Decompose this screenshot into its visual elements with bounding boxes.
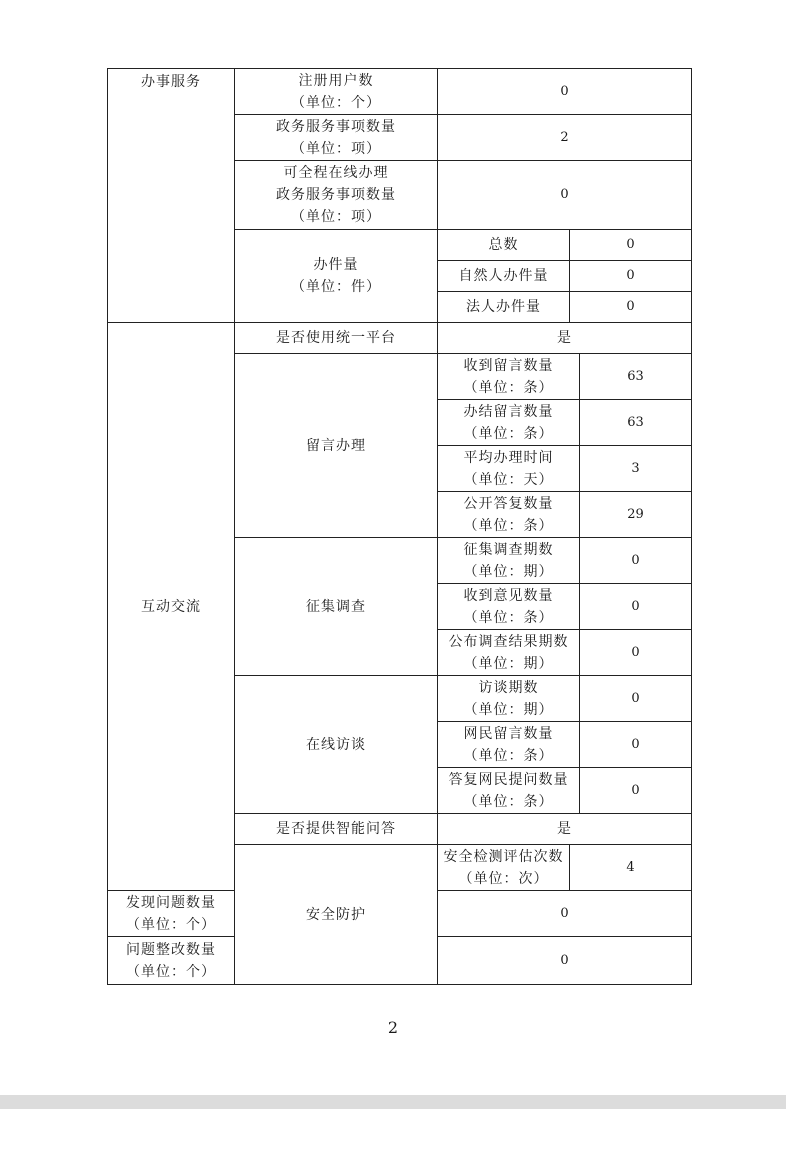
value-cases-legal: 0 [570, 292, 692, 323]
row-label-service-items: 政务服务事项数量 （单位：项） [235, 115, 438, 161]
value-opinions: 0 [580, 584, 692, 630]
group-label-survey: 征集调查 [235, 538, 438, 676]
value-netizen-msgs: 0 [580, 722, 692, 768]
value-cases-total: 0 [570, 230, 692, 261]
sub-label-interview-periods: 访谈期数 （单位：期） [438, 676, 580, 722]
value-interview-periods: 0 [580, 676, 692, 722]
value-cases-natural: 0 [570, 261, 692, 292]
value-survey-periods: 0 [580, 538, 692, 584]
value-checks: 4 [570, 845, 692, 891]
table-row [108, 69, 692, 115]
row-label-smart-qa: 是否提供智能问答 [235, 814, 438, 845]
sub-label-survey-results: 公布调查结果期数 （单位：期） [438, 630, 580, 676]
row-label-fixed: 问题整改数量 （单位：个） [108, 937, 235, 985]
page-number: 2 [387, 1018, 399, 1037]
value-online-items: 0 [438, 161, 692, 230]
sub-label-opinions: 收到意见数量 （单位：条） [438, 584, 580, 630]
sub-label-avg-time: 平均办理时间 （单位：天） [438, 446, 580, 492]
value-answered: 0 [580, 768, 692, 814]
sub-label-answered: 答复网民提问数量 （单位：条） [438, 768, 580, 814]
statistics-table [107, 68, 692, 985]
next-page-area [0, 1109, 786, 1172]
sub-label-public-replies: 公开答复数量 （单位：条） [438, 492, 580, 538]
category-service: 办事服务 [108, 69, 235, 323]
sub-label-netizen-msgs: 网民留言数量 （单位：条） [438, 722, 580, 768]
row-label-unified-platform: 是否使用统一平台 [235, 323, 438, 354]
value-smart-qa: 是 [438, 814, 692, 845]
value-service-items: 2 [438, 115, 692, 161]
value-received: 63 [580, 354, 692, 400]
table-row [108, 323, 692, 354]
value-registered-users: 0 [438, 69, 692, 115]
row-label-issues: 发现问题数量 （单位：个） [108, 891, 235, 937]
category-security: 安全防护 [235, 845, 438, 985]
sub-label-received: 收到留言数量 （单位：条） [438, 354, 580, 400]
value-closed: 63 [580, 400, 692, 446]
row-label-checks: 安全检测评估次数 （单位：次） [438, 845, 570, 891]
value-avg-time: 3 [580, 446, 692, 492]
page-separator [0, 1095, 786, 1109]
sub-label-cases-legal: 法人办件量 [438, 292, 570, 323]
sub-label-cases-total: 总数 [438, 230, 570, 261]
group-label-interview: 在线访谈 [235, 676, 438, 814]
value-unified-platform: 是 [438, 323, 692, 354]
row-label-registered-users: 注册用户数 （单位：个） [235, 69, 438, 115]
value-issues: 0 [438, 891, 692, 937]
sub-label-cases-natural: 自然人办件量 [438, 261, 570, 292]
sub-label-survey-periods: 征集调查期数 （单位：期） [438, 538, 580, 584]
category-interaction: 互动交流 [108, 323, 235, 891]
row-label-cases: 办件量 （单位：件） [235, 230, 438, 323]
value-survey-results: 0 [580, 630, 692, 676]
row-label-online-items: 可全程在线办理 政务服务事项数量 （单位：项） [235, 161, 438, 230]
value-public-replies: 29 [580, 492, 692, 538]
sub-label-closed: 办结留言数量 （单位：条） [438, 400, 580, 446]
group-label-messages: 留言办理 [235, 354, 438, 538]
value-fixed: 0 [438, 937, 692, 985]
